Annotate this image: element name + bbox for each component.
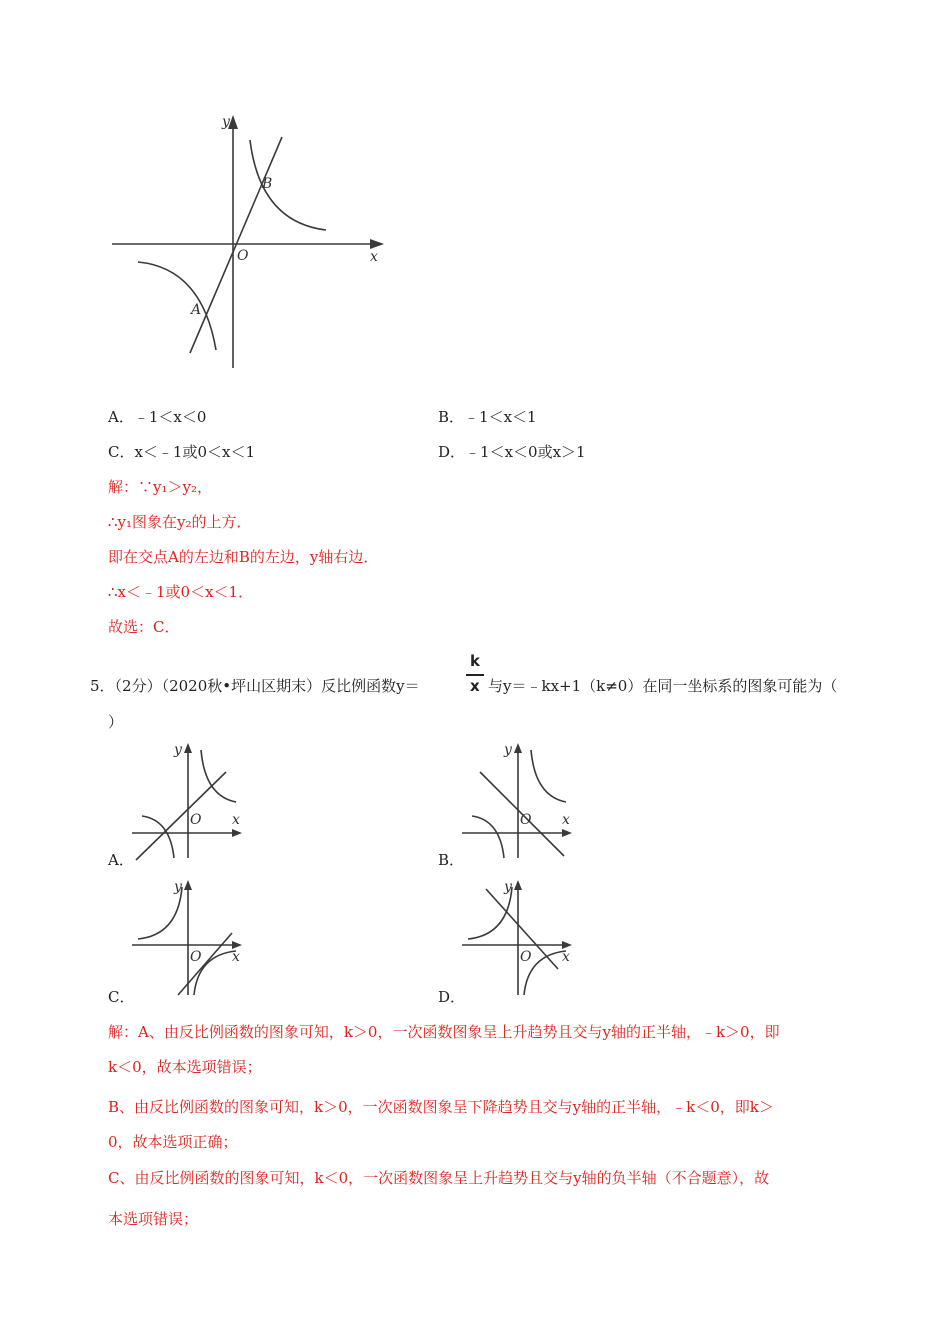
q5-fraction — [466, 652, 484, 698]
q4-solution-line-3: 即在交点A的左边和B的左边，y轴右边． — [108, 548, 379, 566]
graph-a-hyperbola-upper — [201, 750, 236, 802]
graph-d-x-label: x — [562, 949, 570, 965]
q5-graph-c — [128, 875, 253, 1000]
q4-graph-figure — [108, 110, 398, 375]
graph-c-x-label: x — [232, 949, 240, 965]
q5-solution-line-6: 本选项错误； — [108, 1210, 199, 1228]
q5-graph-b-label: B． — [438, 851, 465, 869]
q5-solution-line-3: B、由反比例函数的图象可知，k＞0，一次函数图象呈下降趋势且交与y轴的正半轴，﹣k＜0，即k＞ — [108, 1098, 774, 1116]
fraction-numerator: k — [470, 652, 480, 670]
x-axis-label: x — [370, 249, 378, 265]
graph-a-hyperbola-lower — [142, 816, 174, 858]
fraction-denominator: x — [470, 677, 480, 695]
q5-graph-d — [458, 875, 583, 1000]
q5-solution-line-4: 0，故本选项正确； — [108, 1133, 238, 1151]
origin-label: O — [237, 248, 249, 264]
graph-d-origin-label: O — [520, 949, 532, 965]
graph-a-line — [136, 772, 226, 860]
fraction-bar — [466, 674, 484, 676]
q5-graph-a — [128, 738, 253, 863]
point-b-label: B — [262, 176, 273, 192]
graph-a-x-label: x — [232, 812, 240, 828]
graph-c-origin-label: O — [190, 949, 202, 965]
linear-function-line — [190, 137, 282, 353]
y-axis-label: y — [222, 114, 230, 130]
q5-question-line-2: ） — [108, 713, 124, 731]
x-axis-arrow — [370, 239, 384, 249]
graph-a-origin-label: O — [190, 812, 202, 828]
graph-d-y-label: y — [504, 879, 512, 895]
q5-question-prefix: 5．（2分）（2020秋•坪山区期末）反比例函数y＝ — [90, 677, 420, 695]
q5-graph-c-label: C． — [108, 988, 135, 1006]
q5-solution-line-2: k＜0，故本选项错误； — [108, 1058, 262, 1076]
q5-graph-d-label: D． — [438, 988, 466, 1006]
q5-question-suffix: 与y＝﹣kx+1（k≠0）在同一坐标系的图象可能为（ — [488, 677, 838, 695]
graph-b-hyperbola-upper — [531, 750, 566, 802]
q4-solution-line-2: ∴y₁图象在y₂的上方． — [108, 513, 252, 531]
graph-c-line — [178, 933, 232, 995]
q4-solution-line-4: ∴x＜﹣1或0＜x＜1． — [108, 583, 254, 601]
q4-graph-svg — [108, 110, 398, 375]
point-a-label: A — [191, 302, 202, 318]
graph-b-origin-label: O — [520, 812, 532, 828]
q4-solution-line-1: 解：∵y₁＞y₂， — [108, 478, 212, 496]
graph-b-x-label: x — [562, 812, 570, 828]
option-b: B．﹣1＜x＜1 — [438, 408, 537, 426]
graph-a-y-label: y — [174, 742, 182, 758]
option-a: A．﹣1＜x＜0 — [108, 408, 207, 426]
graph-b-y-label: y — [504, 742, 512, 758]
q5-solution-line-1: 解：A、由反比例函数的图象可知，k＞0，一次函数图象呈上升趋势且交与y轴的正半轴，﹣k＞0，即 — [108, 1023, 780, 1041]
q5-graph-b — [458, 738, 583, 863]
option-d: D．﹣1＜x＜0或x＞1 — [438, 443, 586, 461]
graph-c-y-label: y — [174, 879, 182, 895]
graph-b-hyperbola-lower — [472, 816, 504, 858]
option-c: C．x＜﹣1或0＜x＜1 — [108, 443, 256, 461]
q5-solution-line-5: C、由反比例函数的图象可知，k＜0，一次函数图象呈上升趋势且交与y轴的负半轴（不合题意），故 — [108, 1169, 770, 1187]
q5-graph-a-label: A． — [108, 851, 134, 869]
hyperbola-branch-lower — [138, 262, 216, 350]
q4-solution-line-5: 故选：C． — [108, 618, 180, 636]
